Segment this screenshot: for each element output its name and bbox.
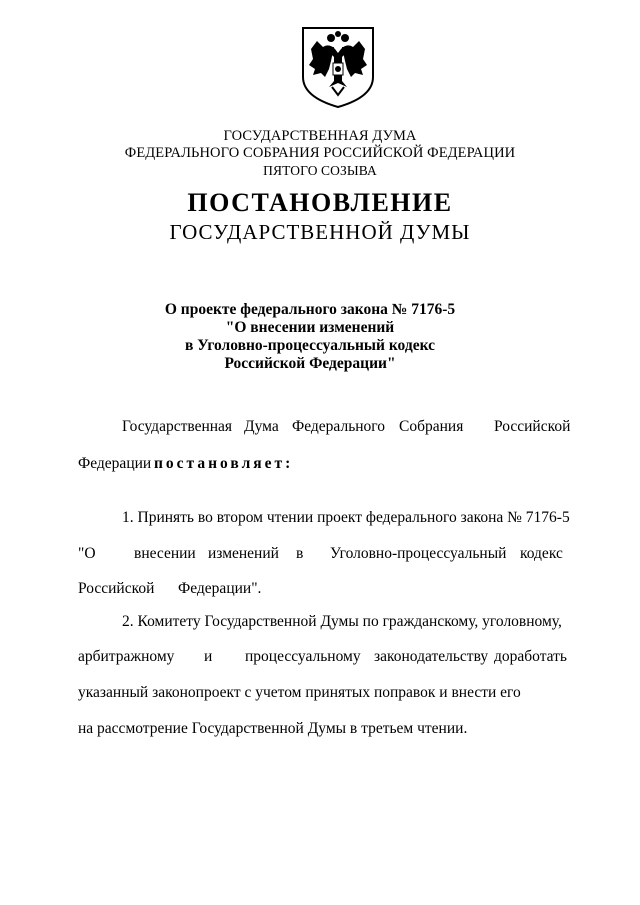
item1-word: изменений — [208, 545, 279, 562]
item1-line: 1. Принять во втором чтении проект федерального закона № 7176-5 — [122, 509, 570, 526]
item1-word: кодекс — [520, 545, 563, 562]
item1-word: "О — [78, 545, 96, 562]
preamble-word: Государственная — [122, 418, 233, 435]
header-line-convocation: ПЯТОГО СОЗЫВА — [263, 163, 377, 178]
document-subtitle: ГОСУДАРСТВЕННОЙ ДУМЫ — [169, 220, 471, 244]
coat-of-arms-icon — [299, 25, 377, 109]
subject-line: в Уголовно-процессуальный кодекс — [184, 337, 435, 354]
header-line-duma: ГОСУДАРСТВЕННАЯ ДУМА — [223, 128, 417, 144]
item1-word: в — [296, 545, 304, 562]
preamble-word: Дума — [244, 418, 279, 435]
subject-line: Российской Федерации" — [224, 355, 396, 372]
subject-line: О проекте федерального закона № 7176-5 — [164, 301, 456, 318]
item2-word: арбитражному — [78, 648, 175, 665]
item1-word: Уголовно-процессуальный — [330, 545, 507, 562]
item2-word: и — [204, 648, 213, 665]
preamble-continuation: Федерации — [78, 455, 152, 472]
decree-word: постановляет: — [154, 455, 294, 472]
item1-word: внесении — [134, 545, 196, 562]
item2-word: процессуальному — [245, 648, 361, 665]
document-title: ПОСТАНОВЛЕНИЕ — [187, 188, 453, 217]
item2-word: законодательству — [374, 648, 489, 665]
item2-line: указанный законопроект с учетом принятых поправок и внести его — [78, 684, 521, 701]
preamble-word: Федерального — [292, 418, 386, 435]
preamble-word: Собрания — [399, 418, 464, 435]
header-line-assembly: ФЕДЕРАЛЬНОГО СОБРАНИЯ РОССИЙСКОЙ ФЕДЕРАЦИИ — [124, 145, 516, 161]
item1-word: Федерации". — [178, 580, 262, 597]
item2-line: на рассмотрение Государственной Думы в третьем чтении. — [78, 720, 468, 737]
item2-line: 2. Комитету Государственной Думы по гражданскому, уголовному, — [122, 613, 562, 630]
subject-line: "О внесении изменений — [225, 319, 395, 336]
item2-word: доработать — [494, 648, 567, 665]
item1-word: Российской — [78, 580, 155, 597]
preamble-word: Российской — [494, 418, 571, 435]
